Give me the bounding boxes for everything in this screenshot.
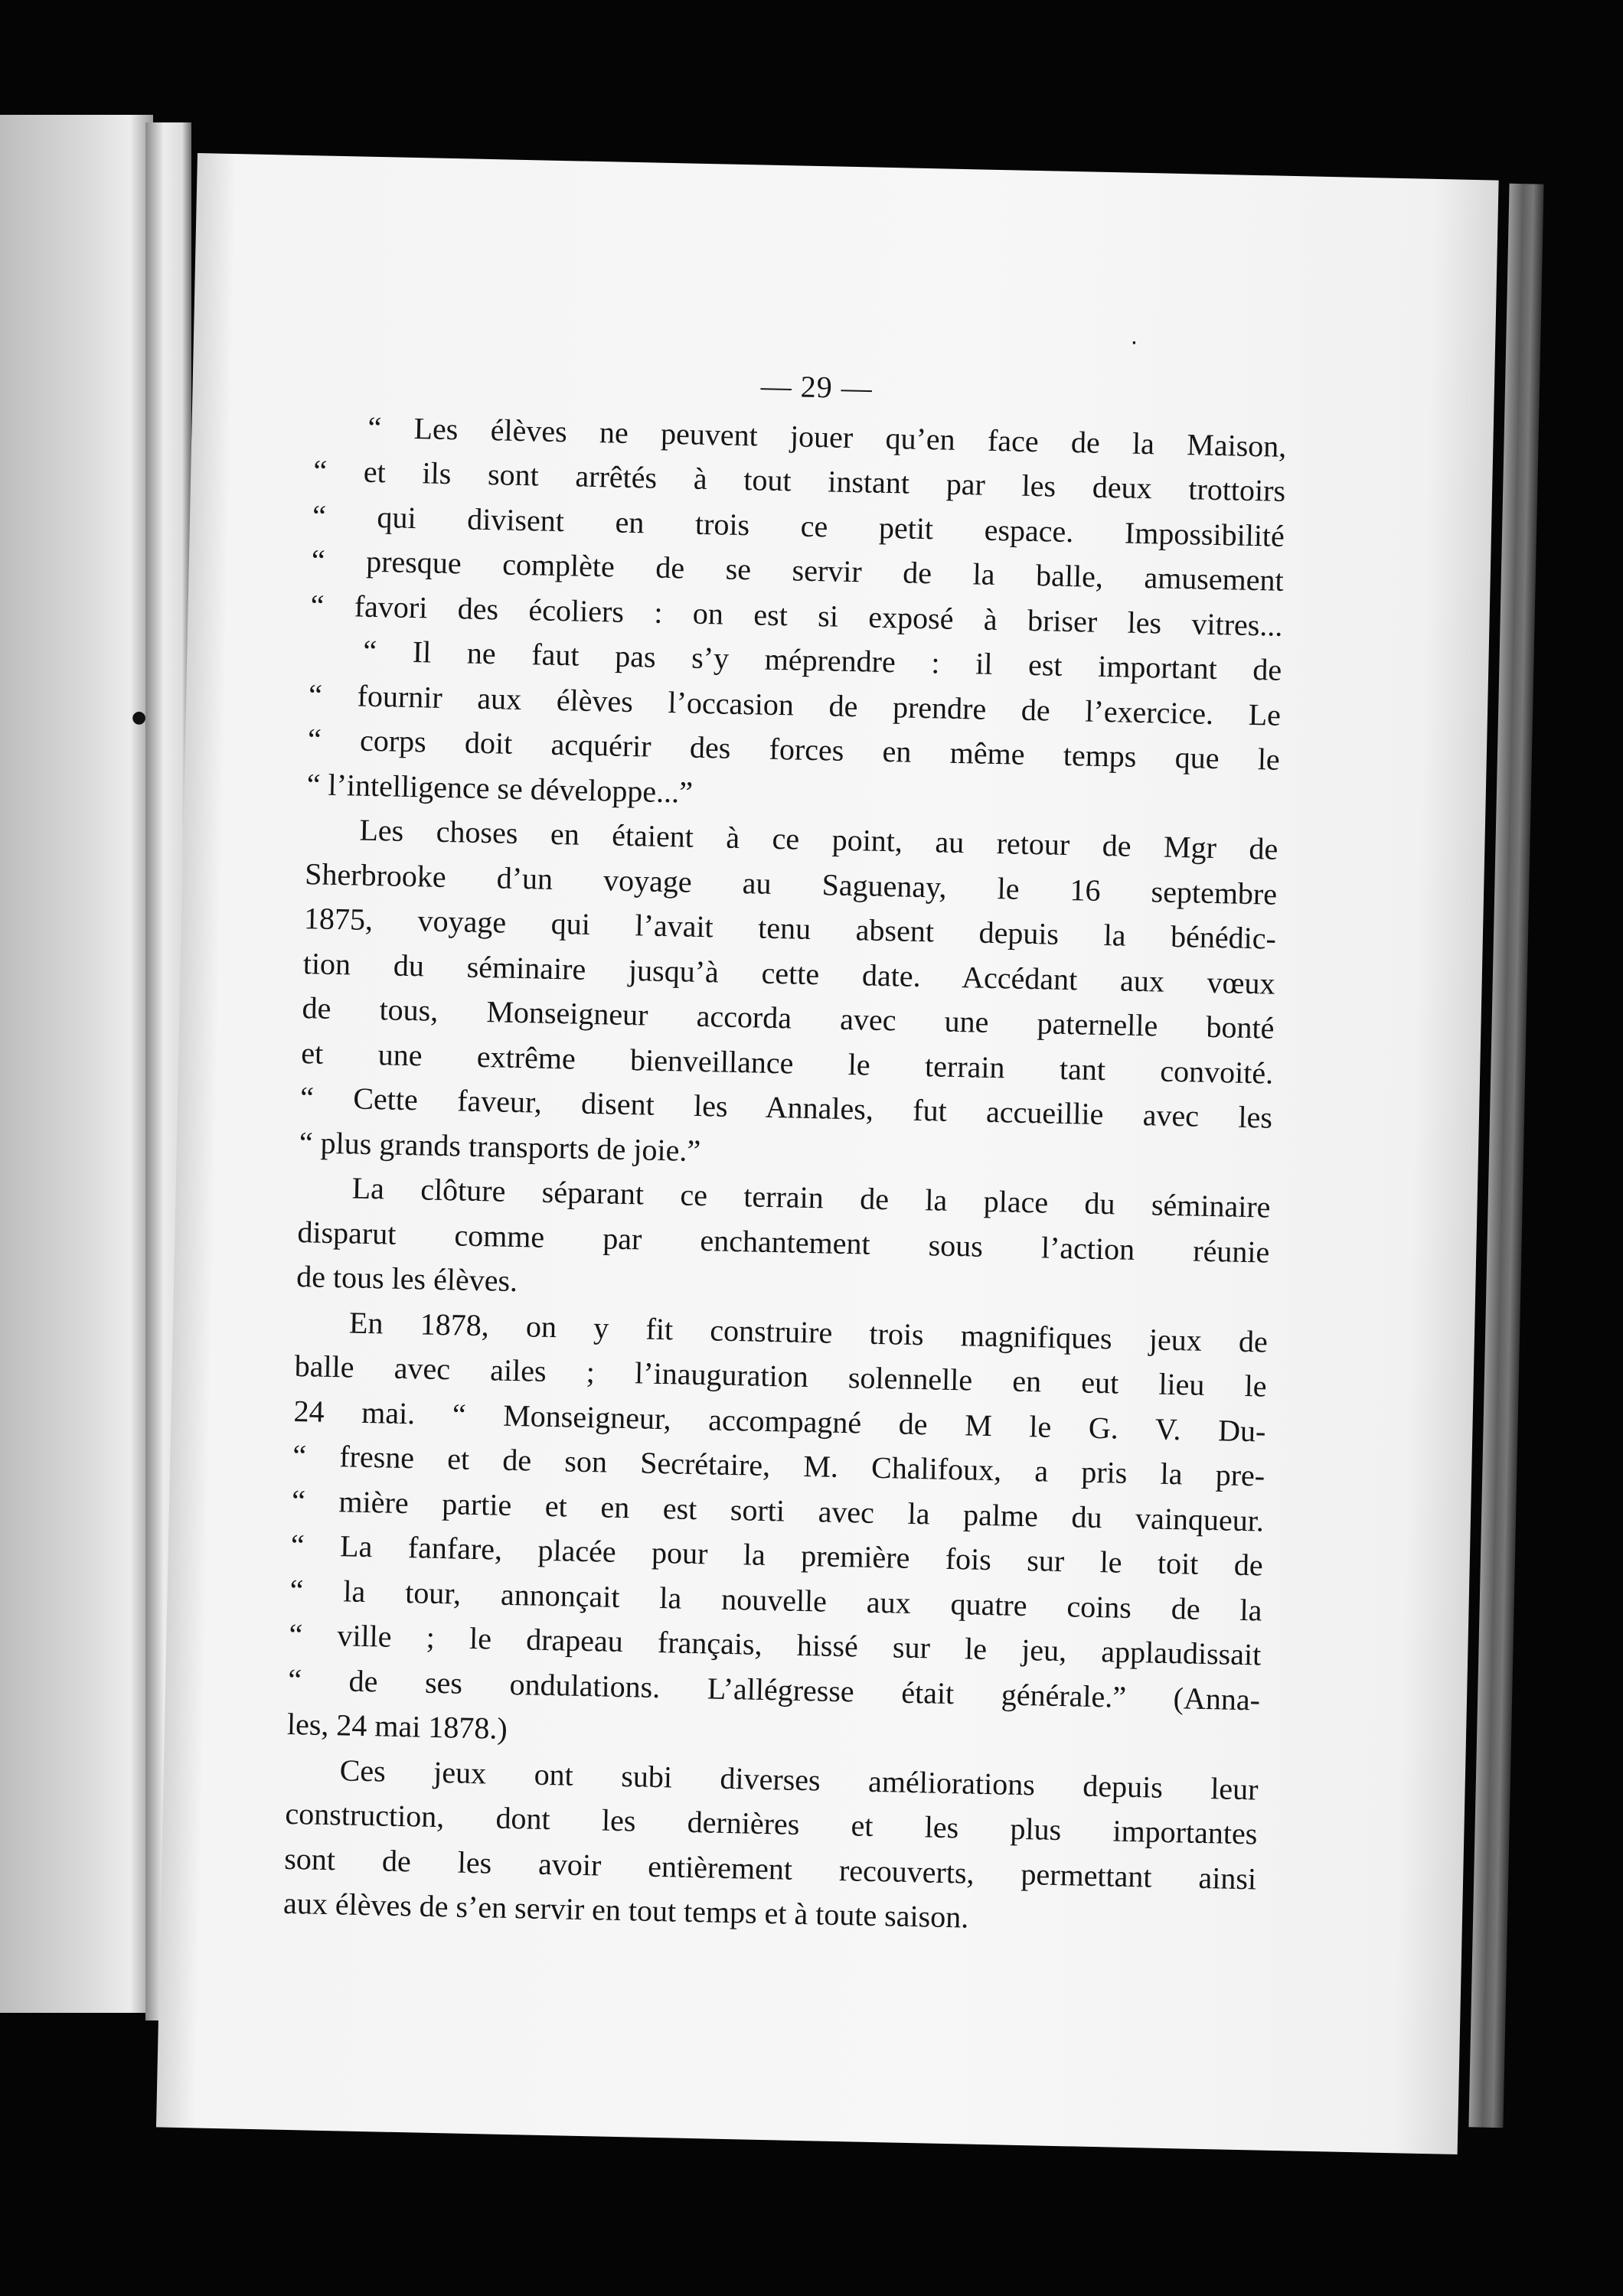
- text-lines: [283, 404, 1287, 1946]
- text-line: En 1878, on y fit construire trois magnifiques jeux de: [348, 1304, 1269, 1359]
- text-line: “ mière partie et en est sorti avec la palme du vainqueur.: [291, 1482, 1265, 1538]
- text-line: “ et ils sont arrêtés à tout instant par les deux trottoirs: [312, 453, 1286, 508]
- text-line: “ Les élèves ne peuvent jouer qu’en face de la Maison,: [367, 409, 1287, 464]
- text-line: les, 24 mai 1878.): [286, 1706, 508, 1746]
- page-number: — 29 —: [760, 368, 874, 406]
- text-line: 24 mai. “ Monseigneur, accompagné de M le G. V. Du-: [293, 1393, 1266, 1449]
- text-line: “ qui divisent en trois ce petit espace. Impossibilité: [312, 497, 1285, 553]
- gutter-mark: ●: [132, 708, 147, 727]
- text-line: de tous, Monseigneur accorda avec une paternelle bonté: [302, 990, 1275, 1045]
- scan-speck: ·: [1132, 335, 1137, 351]
- text-line: Sherbrooke d’un voyage au Saguenay, le 16 septembre: [304, 856, 1278, 912]
- page-text: [283, 354, 1288, 1946]
- text-line: La clôture séparant ce terrain de la place du séminaire: [351, 1170, 1271, 1225]
- text-line: Les choses en étaient à ce point, au retour de Mgr de: [359, 812, 1278, 866]
- text-line: “ Cette faveur, disent les Annales, fut accueillie avec les: [299, 1080, 1273, 1135]
- text-line: Ces jeux ont subi diverses améliorations depuis leur: [339, 1752, 1259, 1806]
- text-line: et une extrême bienveillance le terrain tant convoité.: [300, 1035, 1274, 1091]
- text-line: sont de les avoir entièrement recouverts, permettant ainsi: [283, 1841, 1257, 1896]
- text-line: balle avec ailes ; l’inauguration solennelle en eut lieu le: [294, 1349, 1268, 1404]
- text-line: aux élèves de s’en servir en tout temps et à toute saison.: [282, 1885, 969, 1935]
- left-facing-page: [0, 115, 153, 2013]
- text-line: “ fresne et de son Secrétaire, M. Chalifoux, a pris la pre-: [292, 1437, 1265, 1493]
- book-page: [156, 153, 1499, 2154]
- text-line: “ l’intelligence se développe...”: [306, 766, 694, 810]
- text-line: disparut comme par enchantement sous l’action réunie: [297, 1214, 1270, 1270]
- text-line: de tous les élèves.: [296, 1259, 518, 1299]
- text-line: “ fournir aux élèves l’occasion de prendre de l’exercice. Le: [308, 677, 1282, 732]
- text-line: 1875, voyage qui l’avait tenu absent depuis la bénédic-: [303, 901, 1277, 956]
- text-line: “ plus grands transports de joie.”: [299, 1124, 701, 1168]
- text-line: tion du séminaire jusqu’à cette date. Accédant aux vœux: [302, 945, 1276, 1001]
- text-line: “ favori des écoliers : on est si exposé à briser les vitres...: [310, 587, 1283, 643]
- text-line: “ Il ne faut pas s’y méprendre : il est important de: [362, 633, 1282, 687]
- text-line: “ presque complète de se servir de la balle, amusement: [311, 543, 1285, 598]
- text-line: “ la tour, annonçait la nouvelle aux quatre coins de la: [289, 1572, 1262, 1628]
- text-line: “ ville ; le drapeau français, hissé sur le jeu, applaudissait: [289, 1616, 1262, 1672]
- text-line: “ corps doit acquérir des forces en même temps que le: [307, 722, 1281, 777]
- text-line: “ La fanfare, placée pour la première fois sur le toit de: [290, 1527, 1264, 1583]
- text-line: construction, dont les dernières et les plus importantes: [285, 1795, 1258, 1851]
- text-line: “ de ses ondulations. L’allégresse était générale.” (Anna-: [287, 1662, 1261, 1717]
